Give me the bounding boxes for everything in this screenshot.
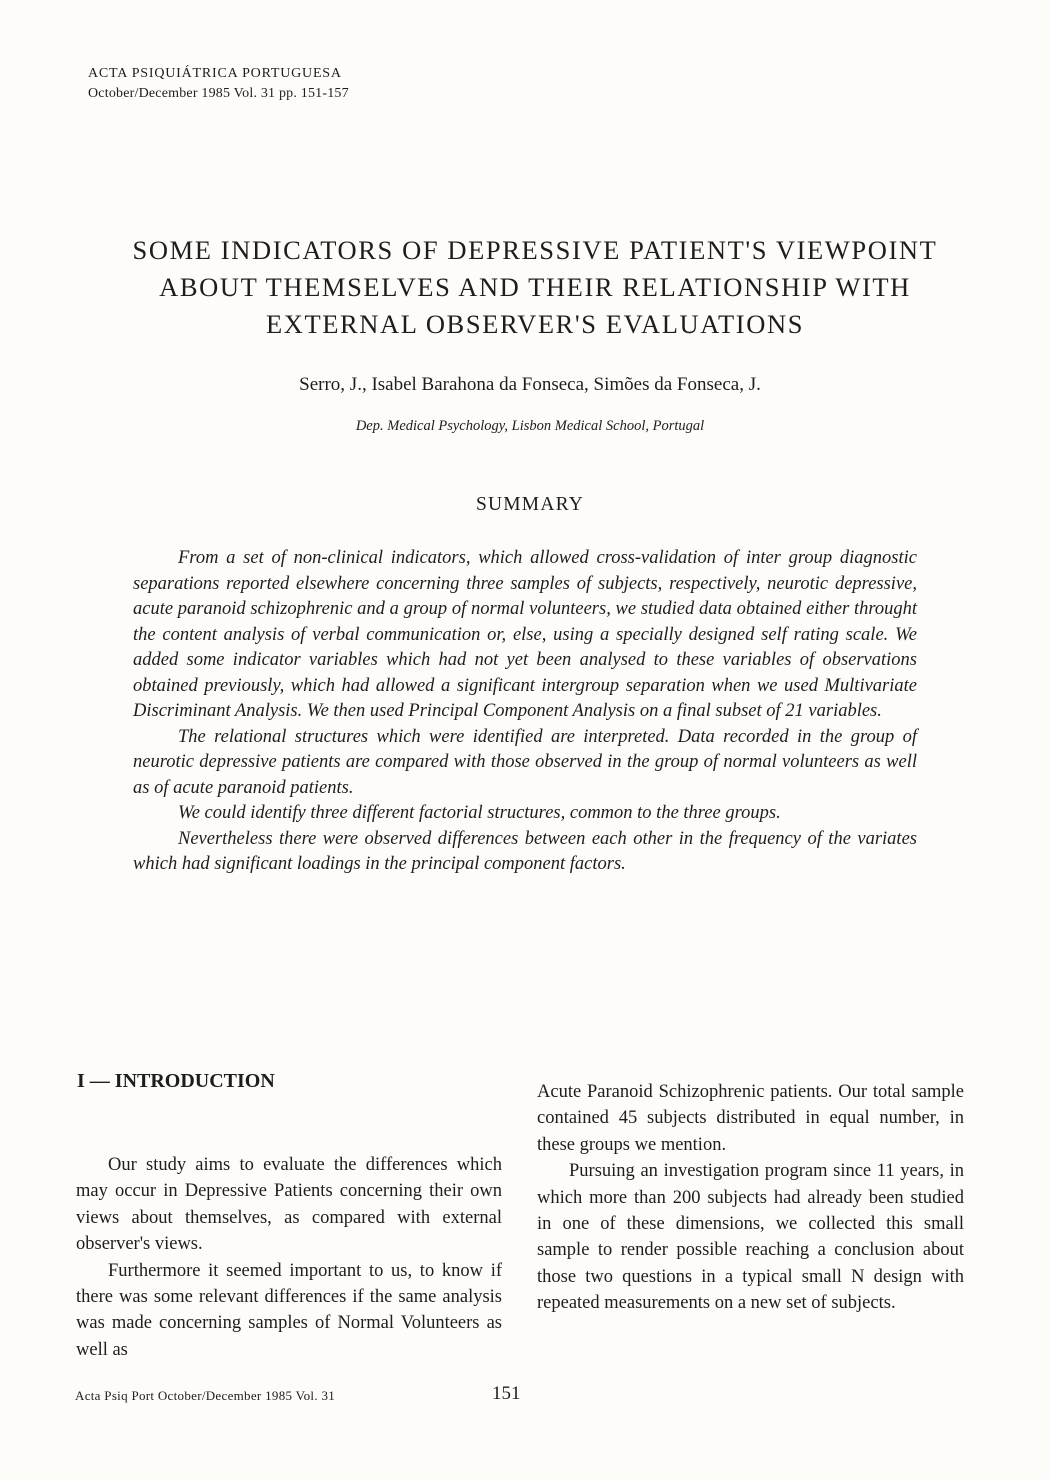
page-footer: Acta Psiq Port October/December 1985 Vol. 31 bbox=[75, 1388, 336, 1403]
summary-body bbox=[133, 546, 917, 878]
summary-paragraph: Nevertheless there were observed differences between each other in the frequency of the variates which had significant loadings in the principal component factors. bbox=[133, 828, 917, 874]
journal-issue: October/December 1985 Vol. 31 pp. 151-157 bbox=[88, 86, 349, 101]
journal-name: ACTA PSIQUIÁTRICA PORTUGUESA bbox=[88, 66, 342, 81]
body-paragraph: Our study aims to evaluate the differences which may occur in Depressive Patients concerning their own views about themselves, as compared with external observer's views. bbox=[76, 1155, 502, 1255]
section-heading: I — INTRODUCTION bbox=[77, 1070, 275, 1092]
left-column bbox=[76, 1152, 502, 1363]
title-line: ABOUT THEMSELVES AND THEIR RELATIONSHIP WITH bbox=[159, 272, 911, 302]
summary-paragraph: We could identify three different factorial structures, common to the three groups. bbox=[178, 803, 781, 823]
body-paragraph: Furthermore it seemed important to us, to know if there was some relevant differences if the same analysis was made concerning samples of Normal Volunteers as well as bbox=[76, 1260, 502, 1360]
summary-heading: SUMMARY bbox=[475, 494, 585, 515]
journal-header bbox=[88, 64, 349, 104]
article-title bbox=[60, 232, 1010, 343]
body-paragraph: Acute Paranoid Schizophrenic patients. Our total sample contained 45 subjects distributed in equal number, in these groups we mention. bbox=[537, 1082, 964, 1155]
title-line: EXTERNAL OBSERVER'S EVALUATIONS bbox=[265, 309, 805, 339]
author-list: Serro, J., Isabel Barahona da Fonseca, Simões da Fonseca, J. bbox=[299, 374, 761, 395]
summary-paragraph: The relational structures which were identified are interpreted. Data recorded in the group of neurotic depressive patients are compared with those observed in the group of normal volunteers as well as of acute paranoid patients. bbox=[133, 726, 917, 798]
right-column bbox=[537, 1079, 964, 1317]
affiliation: Dep. Medical Psychology, Lisbon Medical School, Portugal bbox=[355, 418, 705, 434]
page-number: 151 bbox=[492, 1383, 521, 1404]
body-paragraph: Pursuing an investigation program since 11 years, in which more than 200 subjects had already been studied in one of these dimensions, we collected this small sample to render possible reaching a conclusion about those two questions in a typical small N design with repeated measurements on a new set of subjects. bbox=[537, 1161, 964, 1314]
summary-paragraph: From a set of non-clinical indicators, which allowed cross-validation of inter group diagnostic separations reported elsewhere concerning three samples of subjects, respectively, neurotic depressive, acute paranoid schizophrenic and a group of normal volunteers, we studied data obtained either throught the content analysis of verbal communication or, else, using a specially designed self rating scale. We added some indicator variables which had not yet been analysed to these variables of observations obtained previously, which had allowed a significant intergroup separation when we used Multivariate Discriminant Analysis. We then used Principal Component Analysis on a final subset of 21 variables. bbox=[133, 548, 917, 721]
title-line: SOME INDICATORS OF DEPRESSIVE PATIENT'S VIEWPOINT bbox=[132, 235, 938, 265]
